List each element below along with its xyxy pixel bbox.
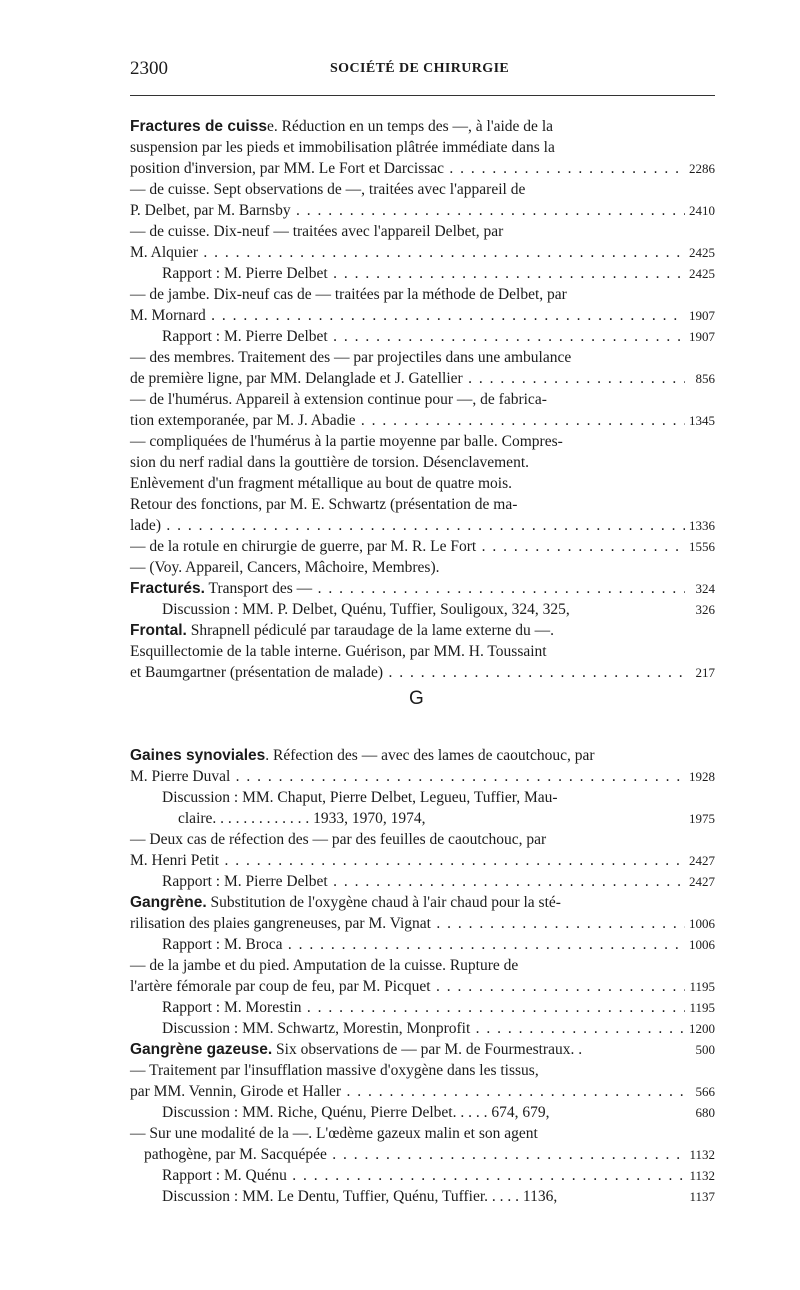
entry-text: position d'inversion, par MM. Le Fort et Darcissac . . .: [130, 158, 685, 179]
entry-text: de première ligne, par MM. Delanglade et J. Gatellier . . .: [130, 368, 685, 389]
index-entry-line: [130, 158, 715, 179]
entry-text: M. Pierre Duval . . .: [130, 766, 685, 787]
index-entry-line: [130, 347, 715, 368]
header-rule: [130, 95, 715, 96]
entry-body: Substitution de l'oxygène chaud à l'air chaud pour la sté-: [206, 894, 561, 911]
index-entry-line: [130, 787, 715, 808]
index-entry-line: [130, 850, 715, 871]
entry-text: Rapport : M. Pierre Delbet . . .: [162, 263, 685, 284]
index-entry-line: [130, 955, 715, 976]
entry-page-number: 2427: [689, 853, 715, 868]
index-entry-line: [130, 137, 715, 158]
index-entry-line: [130, 766, 715, 787]
entry-body: Six observations de — par M. de Fourmestraux. .: [272, 1041, 583, 1058]
entry-page-number: 1200: [689, 1021, 715, 1036]
index-entry-line: [130, 452, 715, 473]
index-entry-line: [130, 662, 715, 683]
entry-page-number: 2425: [689, 245, 715, 260]
entry-text: [130, 620, 554, 641]
index-entry-line: [130, 934, 715, 955]
entry-text: et Baumgartner (présentation de malade) . . .: [130, 662, 685, 683]
entry-text: tion extemporanée, par M. J. Abadie . . .: [130, 410, 685, 431]
entry-page-number: 2425: [689, 266, 715, 281]
entry-text: sion du nerf radial dans la gouttière de torsion. Désenclavement.: [130, 454, 529, 471]
entry-text: — des membres. Traitement des — par projectiles dans une ambulance: [130, 349, 572, 366]
index-entry-line: [130, 871, 715, 892]
entry-text: Discussion : MM. Riche, Quénu, Pierre Delbet. . . . . 674, 679,: [162, 1104, 550, 1121]
running-title: SOCIÉTÉ DE CHIRURGIE: [330, 61, 510, 76]
entry-page-number: 1907: [689, 329, 715, 344]
entry-text: lade) . . .: [130, 515, 685, 536]
entry-heading: Fractures de cuiss: [130, 118, 267, 135]
index-entry-line: [130, 1060, 715, 1081]
entry-page-number: 1132: [689, 1168, 715, 1183]
index-entry-line: [130, 1186, 715, 1207]
entry-text: Rapport : M. Broca . . .: [162, 934, 685, 955]
index-entry-line: [130, 200, 715, 221]
entry-text: Rapport : M. Pierre Delbet . . .: [162, 871, 685, 892]
index-entry-line: [130, 536, 715, 557]
entry-text: — de cuisse. Dix-neuf — traitées avec l'appareil Delbet, par: [130, 223, 504, 240]
entry-body: . Réfection des — avec des lames de caoutchouc, par: [265, 747, 595, 764]
index-entry-line: [130, 557, 715, 578]
entry-page-number: 1195: [689, 1000, 715, 1015]
entry-text: — Deux cas de réfection des — par des feuilles de caoutchouc, par: [130, 831, 547, 848]
entry-body: Transport des —: [204, 580, 313, 597]
index-entry-line: [130, 368, 715, 389]
index-entry-line: [130, 1018, 715, 1039]
entry-text: Rapport : M. Quénu . . .: [162, 1165, 685, 1186]
entry-text: Retour des fonctions, par M. E. Schwartz (présentation de ma-: [130, 496, 518, 513]
page-header: [130, 58, 715, 84]
entry-page-number: 1928: [689, 769, 715, 784]
entry-body: Shrapnell pédiculé par taraudage de la lame externe du —.: [186, 622, 554, 639]
entry-page-number: 326: [695, 602, 715, 617]
index-entry-line: [130, 494, 715, 515]
index-entry-line: [130, 515, 715, 536]
entry-page-number: 1006: [689, 937, 715, 952]
entry-text: l'artère fémorale par coup de feu, par M. Picquet . . .: [130, 976, 685, 997]
entry-text: suspension par les pieds et immobilisation plâtrée immédiate dans la: [130, 139, 555, 156]
entry-page-number: 324: [695, 581, 715, 596]
index-entry-line: [130, 410, 715, 431]
index-entry-line: [130, 599, 715, 620]
entry-text: claire. . . . . . . . . . . . . 1933, 1970, 1974,: [178, 810, 426, 827]
entry-text: par MM. Vennin, Girode et Haller . . .: [130, 1081, 685, 1102]
entry-text: Discussion : MM. Schwartz, Morestin, Monprofit . . .: [162, 1018, 685, 1039]
entry-text: — compliquées de l'humérus à la partie moyenne par balle. Compres-: [130, 433, 563, 450]
entry-text: — de cuisse. Sept observations de —, traitées avec l'appareil de: [130, 181, 526, 198]
entry-text: [130, 116, 553, 137]
entry-text: Discussion : MM. P. Delbet, Quénu, Tuffier, Souligoux, 324, 325,: [162, 601, 570, 618]
entry-heading: Fracturés.: [130, 580, 205, 597]
index-entry-line: [130, 1123, 715, 1144]
index-entry-line: [130, 997, 715, 1018]
index-entry-line: [130, 1039, 715, 1060]
index-entry-line: [130, 284, 715, 305]
index-entry-line: [130, 242, 715, 263]
entry-page-number: 1336: [689, 518, 715, 533]
index-entry-line: [130, 1165, 715, 1186]
index-entry-line: [130, 263, 715, 284]
entry-text: M. Alquier . . .: [130, 242, 685, 263]
index-entry-line: [130, 620, 715, 641]
index-entry-line: [130, 1102, 715, 1123]
entry-text: [130, 578, 685, 599]
entry-page-number: 1556: [689, 539, 715, 554]
index-entry-line: [130, 116, 715, 137]
entry-text: — de jambe. Dix-neuf cas de — traitées par la méthode de Delbet, par: [130, 286, 567, 303]
entry-text: P. Delbet, par M. Barnsby . . .: [130, 200, 685, 221]
entry-text: — de l'humérus. Appareil à extension continue pour —, de fabrica-: [130, 391, 547, 408]
entry-text: [130, 745, 595, 766]
entry-page-number: 217: [695, 665, 715, 680]
entry-page-number: 856: [695, 371, 715, 386]
entry-text: [130, 1039, 582, 1060]
entry-page-number: 1195: [689, 979, 715, 994]
entry-text: pathogène, par M. Sacquépée . . .: [144, 1144, 685, 1165]
index-section-f: [130, 116, 715, 683]
entry-text: rilisation des plaies gangreneuses, par M. Vignat . . .: [130, 913, 685, 934]
entry-page-number: 2286: [689, 161, 715, 176]
entry-heading: Gangrène.: [130, 894, 207, 911]
section-letter: G: [409, 688, 424, 709]
index-entry-line: [130, 1081, 715, 1102]
entry-text: — de la rotule en chirurgie de guerre, par M. R. Le Fort . . .: [130, 536, 685, 557]
index-entry-line: [130, 976, 715, 997]
entry-text: [130, 892, 561, 913]
entry-page-number: 566: [695, 1084, 715, 1099]
entry-page-number: 1137: [689, 1189, 715, 1204]
entry-page-number: 500: [695, 1042, 715, 1057]
index-entry-line: [130, 829, 715, 850]
index-entry-line: [130, 808, 715, 829]
index-entry-line: [130, 326, 715, 347]
entry-text: Rapport : M. Pierre Delbet . . .: [162, 326, 685, 347]
entry-page-number: 1006: [689, 916, 715, 931]
index-entry-line: [130, 389, 715, 410]
entry-text: — (Voy. Appareil, Cancers, Mâchoire, Membres).: [130, 559, 440, 576]
entry-page-number: 1132: [689, 1147, 715, 1162]
index-entry-line: [130, 641, 715, 662]
entry-page-number: 1345: [689, 413, 715, 428]
index-entry-line: [130, 179, 715, 200]
entry-page-number: 2410: [689, 203, 715, 218]
entry-page-number: 2427: [689, 874, 715, 889]
entry-text: Discussion : MM. Le Dentu, Tuffier, Quénu, Tuffier. . . . . 1136,: [162, 1188, 558, 1205]
entry-text: — de la jambe et du pied. Amputation de la cuisse. Rupture de: [130, 957, 519, 974]
entry-heading: Frontal.: [130, 622, 187, 639]
index-entry-line: [130, 221, 715, 242]
entry-text: — Sur une modalité de la —. L'œdème gazeux malin et son agent: [130, 1125, 538, 1142]
entry-page-number: 1907: [689, 308, 715, 323]
entry-text: Esquillectomie de la table interne. Guérison, par MM. H. Toussaint: [130, 643, 547, 660]
entry-page-number: 680: [695, 1105, 715, 1120]
entry-heading: Gangrène gazeuse.: [130, 1041, 273, 1058]
index-entry-line: [130, 431, 715, 452]
entry-text: — Traitement par l'insufflation massive d'oxygène dans les tissus,: [130, 1062, 539, 1079]
index-section-g: [130, 745, 715, 1207]
page-number: 2300: [130, 58, 168, 79]
index-entry-line: [130, 913, 715, 934]
index-entry-line: [130, 305, 715, 326]
entry-page-number: 1975: [689, 811, 715, 826]
index-entry-line: [130, 578, 715, 599]
entry-body: e. Réduction en un temps des —, à l'aide de la: [266, 118, 554, 135]
index-entry-line: [130, 473, 715, 494]
entry-text: M. Henri Petit . . .: [130, 850, 685, 871]
index-entry-line: [130, 745, 715, 766]
entry-text: Enlèvement d'un fragment métallique au bout de quatre mois.: [130, 475, 512, 492]
index-entry-line: [130, 1144, 715, 1165]
entry-text: Rapport : M. Morestin . . .: [162, 997, 685, 1018]
entry-text: M. Mornard . . .: [130, 305, 685, 326]
index-entry-line: [130, 892, 715, 913]
entry-text: Discussion : MM. Chaput, Pierre Delbet, Legueu, Tuffier, Mau-: [162, 789, 558, 806]
entry-heading: Gaines synoviales: [130, 747, 266, 764]
